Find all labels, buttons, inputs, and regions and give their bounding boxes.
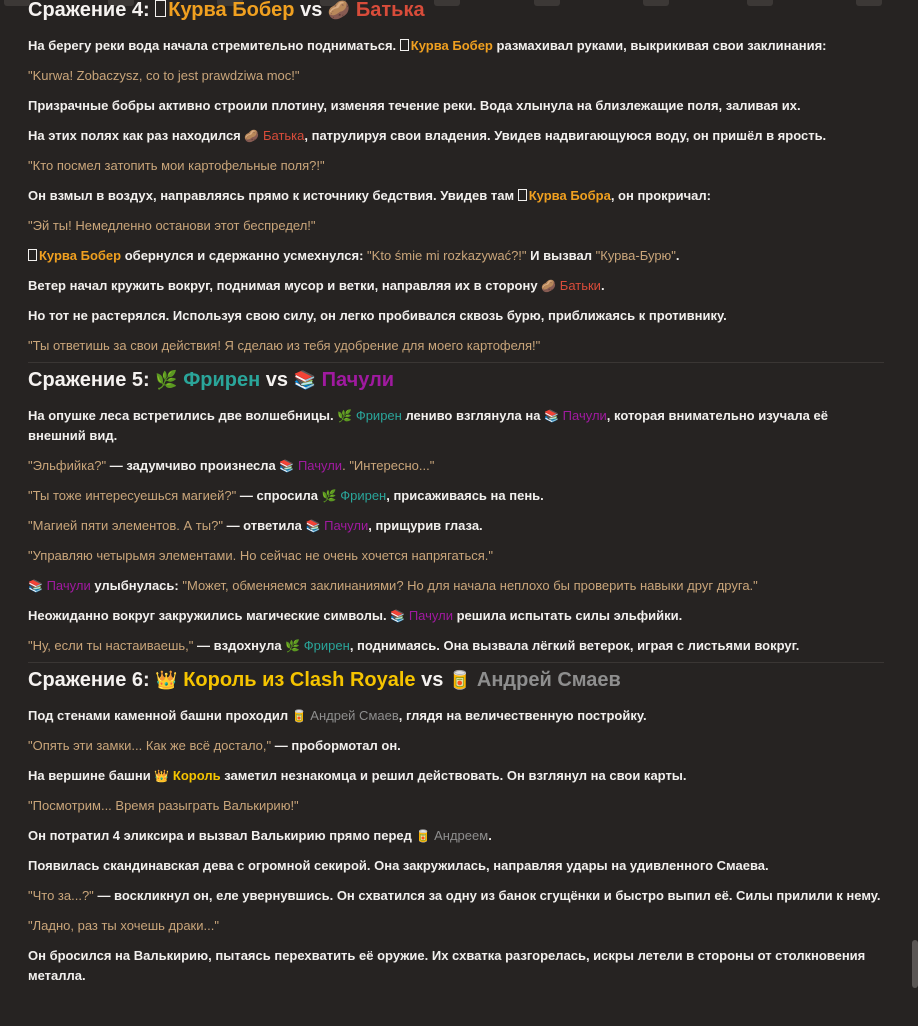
- vs-label: vs: [265, 369, 289, 391]
- story-paragraph: Но тот не растерялся. Используя свою силу, он легко пробивался сквозь бурю, приближаясь к противнику.: [28, 308, 727, 323]
- battle-5-title: [28, 365, 884, 396]
- beaver-icon: [28, 249, 37, 261]
- fighter-1-name: Король из Clash Royale: [183, 669, 416, 691]
- battle-log: [28, 0, 884, 991]
- fighter-2-name: Батька: [355, 0, 425, 21]
- books-icon: 📚: [28, 579, 43, 593]
- story-paragraph: Курва Бобер обернулся и сдержанно усмехнулся: "Kto śmie mi rozkazywać?!" И вызвал "Курва-Бурю".: [28, 241, 884, 271]
- books-icon: 📚: [305, 519, 321, 533]
- herb-icon: 🌿: [155, 370, 178, 391]
- story-paragraph: На берегу реки вода начала стремительно подниматься. Курва Бобер размахивал руками, выкрикивая свои заклинания:: [28, 38, 827, 53]
- story-paragraph: На опушке леса встретились две волшебницы. 🌿 Фрирен лениво взглянула на 📚 Пачули, которая внимательно изучала её внешний вид.: [28, 408, 828, 443]
- story-paragraph: "Магией пяти элементов. А ты?" — ответила 📚 Пачули, прищурив глаза.: [28, 518, 483, 533]
- herb-icon: 🌿: [337, 409, 353, 423]
- beaver-icon: [155, 0, 166, 17]
- vs-label: vs: [421, 669, 444, 691]
- story-paragraph: Под стенами каменной башни проходил 🥫 Андрей Смаев, глядя на величественную постройку.: [28, 708, 647, 723]
- beaver-icon: [518, 189, 527, 201]
- can-icon: 🥫: [291, 709, 307, 723]
- story-paragraph: Призрачные бобры активно строили плотину, изменяя течение реки. Вода хлынула на близлежащие поля, заливая их.: [28, 98, 801, 113]
- story-paragraph: "Ты тоже интересуешься магией?" — спросила 🌿 Фрирен, присаживаясь на пень.: [28, 488, 544, 503]
- scrollbar-thumb[interactable]: [912, 940, 918, 988]
- herb-icon: 🌿: [285, 639, 301, 653]
- battle-title-prefix: Сражение 4:: [28, 0, 150, 21]
- books-icon: 📚: [544, 409, 560, 423]
- story-paragraph: "Эльфийка?" — задумчиво произнесла 📚 Пачули. "Интересно...": [28, 458, 435, 473]
- potato-icon: 🥔: [541, 279, 557, 293]
- can-icon: 🥫: [415, 829, 431, 843]
- books-icon: 📚: [293, 370, 317, 391]
- quote-line: "Эй ты! Немедленно останови этот беспредел!": [28, 218, 316, 233]
- battle-6: [28, 662, 884, 991]
- battle-4-title: [28, 0, 884, 26]
- story-paragraph: На вершине башни 👑 Король заметил незнакомца и решил действовать. Он взглянул на свои карты.: [28, 768, 687, 783]
- potato-icon: 🥔: [244, 129, 260, 143]
- battle-5: [28, 362, 884, 662]
- books-icon: 📚: [390, 609, 406, 623]
- story-paragraph: "Что за...?" — воскликнул он, еле увернувшись. Он схватился за одну из банок сгущёнки и быстро выпил её. Силы прилили к нему.: [28, 888, 881, 903]
- quote-line: "Ладно, раз ты хочешь драки...": [28, 918, 219, 933]
- story-paragraph: "Опять эти замки... Как же всё достало," — пробормотал он.: [28, 738, 401, 753]
- vs-label: vs: [300, 0, 323, 21]
- fighter-1-name: Фрирен: [183, 369, 261, 391]
- story-paragraph: Он потратил 4 эликсира и вызвал Валькирию прямо перед 🥫 Андреем.: [28, 828, 492, 843]
- battle-title-prefix: Сражение 5:: [28, 369, 150, 391]
- story-paragraph: Он взмыл в воздух, направляясь прямо к источнику бедствия. Увидев там Курва Бобра, он прокричал:: [28, 188, 711, 203]
- story-paragraph: "Ну, если ты настаиваешь," — вздохнула 🌿 Фрирен, поднимаясь. Она вызвала лёгкий ветерок, играя с листьями вокруг.: [28, 638, 800, 653]
- fighter-2-name: Пачули: [321, 369, 395, 391]
- can-icon: 🥫: [448, 670, 472, 691]
- potato-icon: 🥔: [327, 0, 351, 21]
- quote-line: "Посмотрим... Время разыграть Валькирию!": [28, 798, 299, 813]
- battle-title-prefix: Сражение 6:: [28, 669, 150, 691]
- herb-icon: 🌿: [321, 489, 337, 503]
- fighter-2-name: Андрей Смаев: [476, 669, 621, 691]
- books-icon: 📚: [279, 459, 295, 473]
- quote-line: "Кто посмел затопить мои картофельные поля?!": [28, 158, 325, 173]
- beaver-icon: [400, 39, 409, 51]
- story-paragraph: Он бросился на Валькирию, пытаясь перехватить её оружие. Их схватка разгорелась, искры летели в стороны от столкновения металла.: [28, 948, 866, 983]
- story-paragraph: На этих полях как раз находился 🥔 Батька, патрулируя свои владения. Увидев надвигающуюся воду, он пришёл в ярость.: [28, 128, 827, 143]
- crown-icon: 👑: [154, 769, 170, 783]
- fighter-1-name: Курва Бобер: [168, 0, 295, 21]
- battle-4: [28, 0, 884, 362]
- quote-line: "Ты ответишь за свои действия! Я сделаю из тебя удобрение для моего картофеля!": [28, 338, 541, 353]
- quote-line: "Управляю четырьмя элементами. Но сейчас не очень хочется напрягаться.": [28, 548, 493, 563]
- toolbar-icon[interactable]: [4, 0, 30, 6]
- story-paragraph: Неожиданно вокруг закружились магические символы. 📚 Пачули решила испытать силы эльфийки.: [28, 608, 683, 623]
- crown-icon: 👑: [155, 670, 178, 691]
- story-paragraph: Ветер начал кружить вокруг, поднимая мусор и ветки, направляя их в сторону 🥔 Батьки.: [28, 278, 605, 293]
- quote-line: "Kurwa! Zobaczysz, co to jest prawdziwa moc!": [28, 68, 300, 83]
- story-paragraph: 📚 Пачули улыбнулась: "Может, обменяемся заклинаниями? Но для начала неплохо бы проверить навыки друг друга.": [28, 578, 758, 593]
- story-paragraph: Появилась скандинавская дева с огромной секирой. Она закружилась, направляя удары на удивленного Смаева.: [28, 858, 769, 873]
- battle-6-title: [28, 665, 884, 696]
